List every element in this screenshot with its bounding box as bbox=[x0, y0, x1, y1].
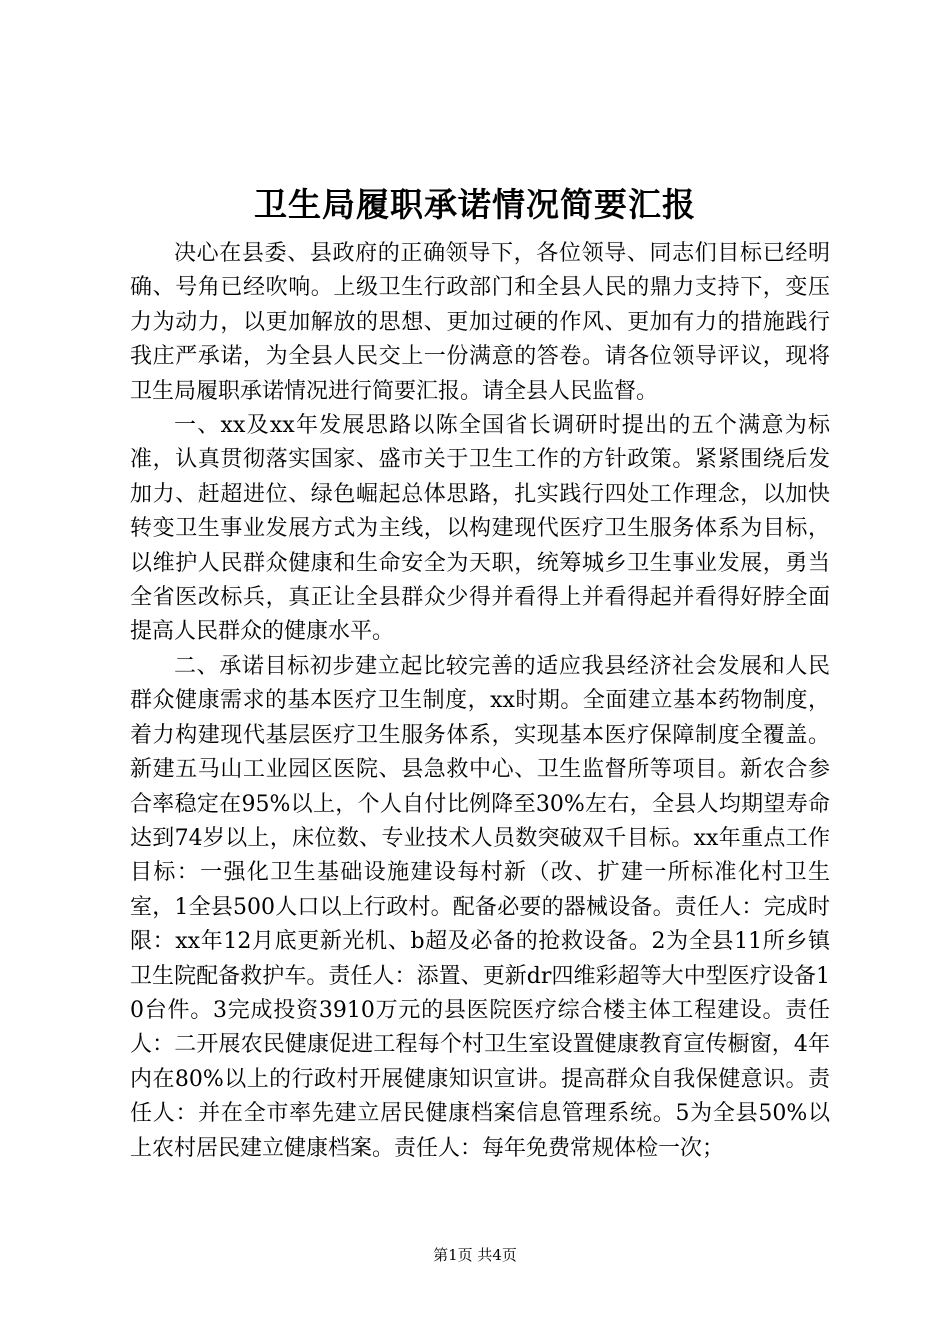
paragraph-intro: 决心在县委、县政府的正确领导下，各位领导、同志们目标已经明确、号角已经吹响。上级卫生行政部门和全县人民的鼎力支持下，变压力为动力，以更加解放的思想、更加过硬的作风、更加有力的措施践行我庄严承诺，为全县人民交上一份满意的答卷。请各位领导评议，现将卫生局履职承诺情况进行简要汇报。请全县人民监督。 bbox=[130, 241, 830, 404]
page-number-footer: 第1页 共4页 bbox=[433, 1246, 517, 1264]
document-title: 卫生局履职承诺情况简要汇报 bbox=[254, 185, 696, 224]
paragraph-development-ideas: 一、xx及xx年发展思路以陈全国省长调研时提出的五个满意为标准，认真贯彻落实国家、盛市关于卫生工作的方针政策。紧紧围绕后发加力、赶超进位、绿色崛起总体思路，扎实践行四处工作理念，以加快转变卫生事业发展方式为主线，以构建现代医疗卫生服务体系为目标，以维护人民群众健康和生命安全为天职，统筹城乡卫生事业发展，勇当全省医改标兵，真正让全县群众少得并看得上并看得起并看得好脖全面提高人民群众的健康水平。 bbox=[130, 413, 830, 645]
paragraph-commitment-goals: 二、承诺目标初步建立起比较完善的适应我县经济社会发展和人民群众健康需求的基本医疗卫生制度，xx时期。全面建立基本药物制度，着力构建现代基层医疗卫生服务体系，实现基本医疗保障制度全覆盖。新建五马山工业园区医院、县急救中心、卫生监督所等项目。新农合参合率稳定在95%以上，个人自付比例降至30%左右，全县人均期望寿命达到74岁以上，床位数、专业技术人员数突破双千目标。xx年重点工作目标：一强化卫生基础设施建设每村新（改、扩建一所标准化村卫生室，1全县500人口以上行政村。配备必要的器械设备。责任人：完成时限：xx年12月底更新光机、b超及必备的抢救设备。2为全县11所乡镇卫生院配备救护车。责任人：添置、更新dr四维彩超等大中型医疗设备10台件。3完成投资3910万元的县医院医疗综合楼主体工程建设。责任人：二开展农民健康促进工程每个村卫生室设置健康教育宣传橱窗，4年内在80%以上的行政村开展健康知识宣讲。提高群众自我保健意识。责任人：并在全市率先建立居民健康档案信息管理系统。5为全县50%以上农村居民建立健康档案。责任人：每年免费常规体检一次； bbox=[130, 653, 830, 1161]
document-body bbox=[130, 237, 830, 1166]
